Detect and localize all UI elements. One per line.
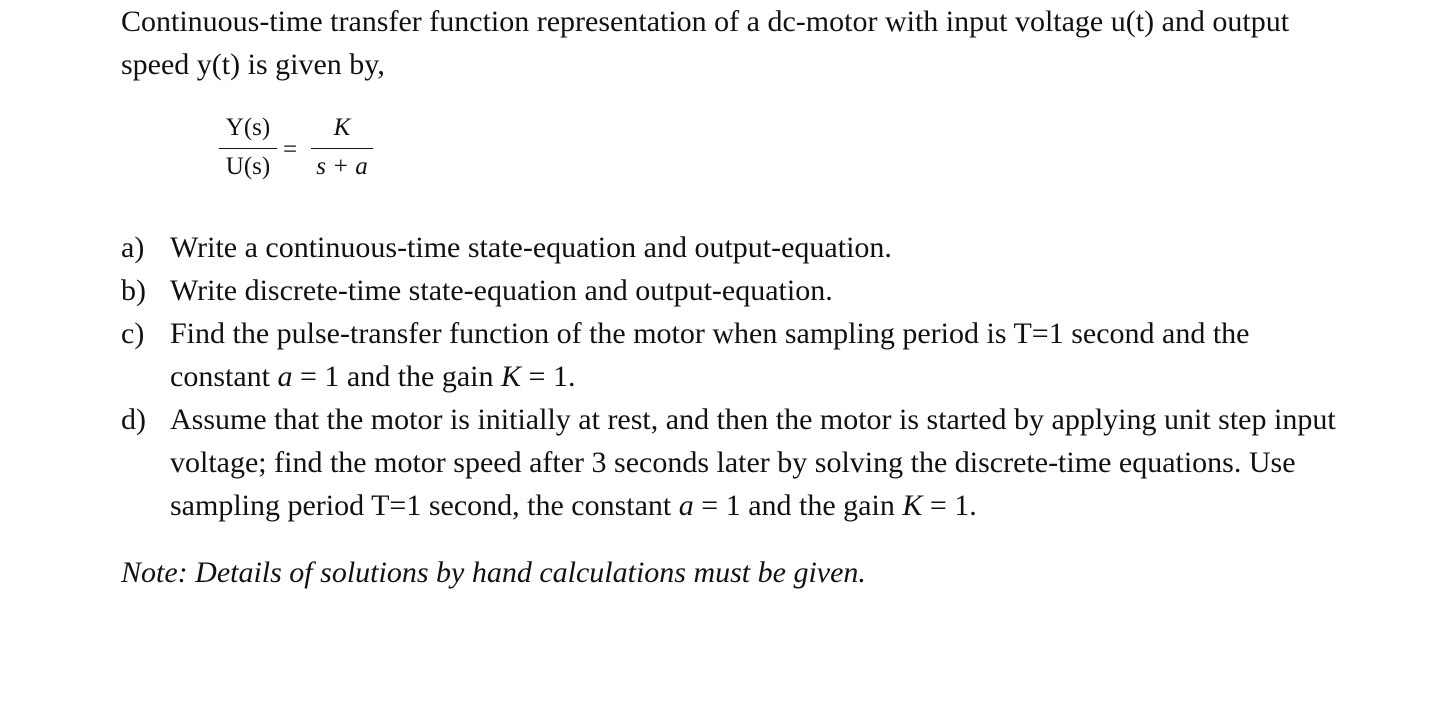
lhs-numerator: Y(s) xyxy=(225,114,271,141)
part-letter: c) xyxy=(121,317,145,350)
part-text: = 1 and the gain xyxy=(292,360,502,393)
lhs-fraction xyxy=(219,114,277,181)
variable-a: a xyxy=(678,489,694,522)
intro-paragraph: Continuous-time transfer function representation of a dc-motor with input voltage u(t) and output speed y(t) is given by, xyxy=(121,5,1290,81)
part-letter: a) xyxy=(121,231,145,264)
question-part-b xyxy=(121,269,1351,312)
rhs-denominator: s + a xyxy=(316,153,368,180)
question-part-d xyxy=(121,398,1351,527)
part-text: Assume that the motor is initially at rest, and then the motor is started by applying unit step input voltage; find the motor speed after 3 seconds later by solving the discrete-time equations. Use sampling period T=1 second, the constant xyxy=(170,403,1336,522)
part-text: = 1. xyxy=(521,360,576,393)
rhs-numerator: K xyxy=(333,114,351,141)
variable-a: a xyxy=(277,360,293,393)
variable-K: K xyxy=(902,489,923,522)
rhs-fraction xyxy=(311,114,373,181)
transfer-function-equation xyxy=(219,114,479,194)
rhs-fraction-bar xyxy=(311,148,373,149)
part-text: = 1 and the gain xyxy=(693,489,903,522)
lhs-fraction-bar xyxy=(219,148,277,149)
note-text: Note: Details of solutions by hand calculations must be given. xyxy=(121,556,866,589)
part-text: Find the pulse-transfer function of the motor when sampling period is T=1 second and the constant xyxy=(170,317,1250,393)
lhs-denominator: U(s) xyxy=(225,153,271,180)
question-part-a xyxy=(121,226,1351,269)
question-parts-list xyxy=(121,226,1351,527)
part-text: = 1. xyxy=(922,489,977,522)
part-text: Write discrete-time state-equation and output-equation. xyxy=(170,274,833,307)
question-part-c xyxy=(121,312,1351,398)
part-text: Write a continuous-time state-equation and output-equation. xyxy=(170,231,892,264)
variable-K: K xyxy=(501,360,522,393)
equals-sign: = xyxy=(283,136,298,163)
part-letter: d) xyxy=(121,403,146,436)
part-letter: b) xyxy=(121,274,146,307)
